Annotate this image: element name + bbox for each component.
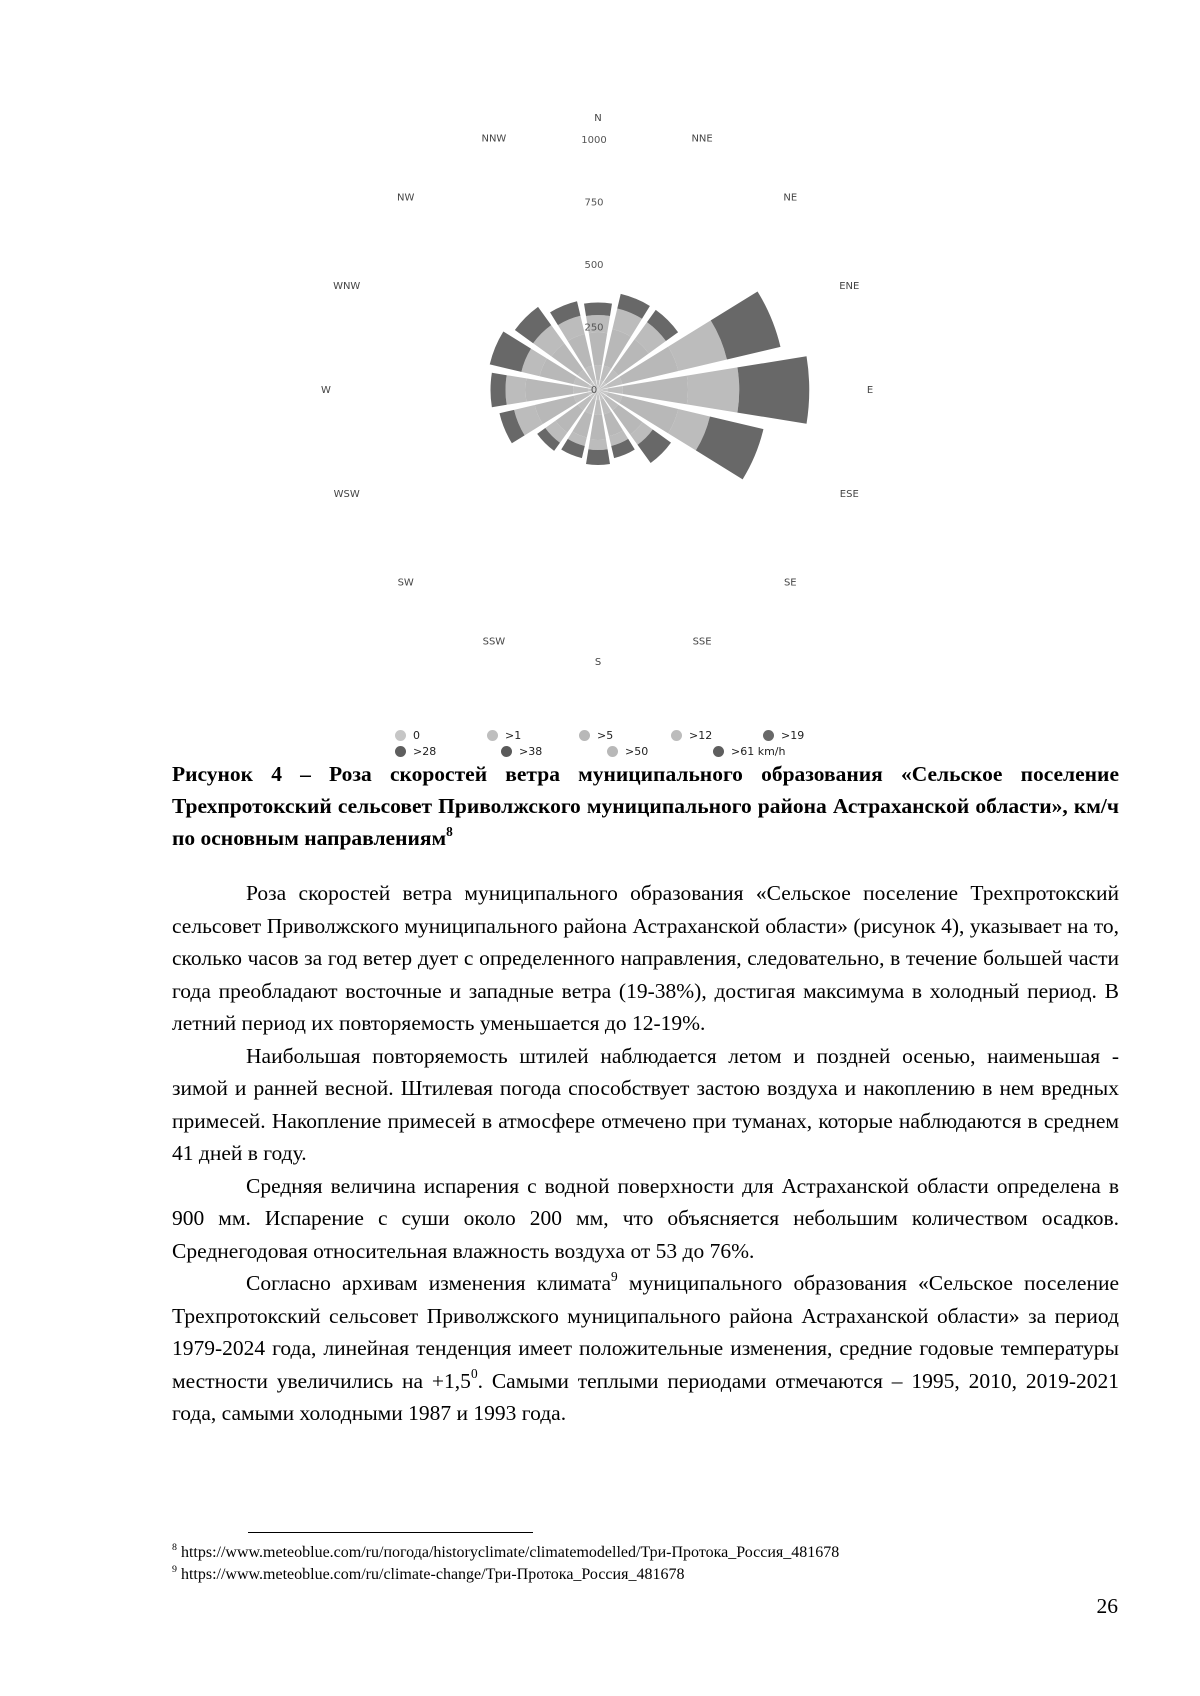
rose-segment: [588, 439, 607, 450]
legend-swatch: [487, 730, 498, 741]
direction-label: NNW: [481, 133, 507, 145]
rose-segment: [505, 375, 526, 405]
rose-segment: [590, 415, 606, 440]
rose-segment: [594, 400, 602, 415]
rose-segment: [586, 449, 610, 465]
radial-tick-label: 250: [584, 322, 604, 334]
radial-tick-label: 750: [584, 197, 604, 209]
paragraph: [172, 1267, 1119, 1430]
direction-label: ENE: [839, 280, 860, 292]
legend-swatch: [607, 746, 618, 757]
body-text: [172, 877, 1119, 1430]
legend-item: [579, 729, 671, 742]
direction-label: SSE: [692, 636, 712, 648]
chart-legend: [395, 727, 855, 759]
direction-label: SW: [397, 577, 414, 589]
footnote-text: https://www.meteoblue.com/ru/climate-change/Три-Протока_Россия_481678: [176, 1566, 685, 1583]
legend-label: >38: [519, 744, 543, 758]
rose-segment: [737, 356, 809, 424]
radial-tick-label: 1000: [581, 135, 607, 146]
direction-label: SE: [783, 577, 797, 589]
legend-label: >19: [781, 728, 805, 742]
direction-label: ESE: [839, 489, 859, 501]
legend-label: >61 km/h: [731, 744, 786, 758]
legend-item: [607, 745, 713, 758]
footnote-ref: 8: [446, 823, 453, 839]
direction-label: SSW: [482, 636, 506, 648]
legend-swatch: [395, 746, 406, 757]
rose-segment: [589, 333, 607, 366]
legend-item: [395, 745, 501, 758]
radial-tick-label: 500: [584, 260, 604, 271]
rose-segment: [608, 386, 623, 394]
radial-tick-label: 0: [590, 385, 598, 396]
legend-swatch: [395, 730, 406, 741]
direction-label: E: [866, 385, 874, 396]
legend-swatch: [763, 730, 774, 741]
footnote-separator: [248, 1532, 533, 1533]
legend-label: >28: [413, 744, 437, 758]
legend-swatch: [501, 746, 512, 757]
direction-label: NE: [783, 192, 798, 204]
direction-label: WNW: [333, 280, 361, 292]
rose-segment: [584, 303, 612, 316]
paragraph-text: муниципального образования «Сельское поселение Трехпротокский сельсовет Приволжского муниципального района Астраханской области» за период 1979-2024 года, линейная тенденция имеет положительные изменения, средние годовые температуры местности увеличились на +1,5: [172, 1271, 1119, 1393]
rose-segment: [490, 373, 506, 407]
footnote: [172, 1542, 839, 1564]
legend-label: >12: [689, 728, 713, 742]
legend-swatch: [713, 746, 724, 757]
footnote-mark: 8: [172, 1541, 177, 1553]
paragraph: Наибольшая повторяемость штилей наблюдается летом и поздней осенью, наименьшая - зимой и ранней весной. Штилевая погода способствует застою воздуха и накоплению в нем вредных примесей. Накопление примесей в атмосфере отмечено при туманах, которые наблюдаются в среднем 41 дней в году.: [172, 1043, 1119, 1165]
legend-label: >50: [625, 744, 649, 758]
footnote-mark: 9: [172, 1563, 177, 1575]
direction-label: WSW: [333, 489, 360, 501]
caption-text: Рисунок 4 – Роза скоростей ветра муниципального образования «Сельское поселение Трехпротокский сельсовет Приволжского муниципального района Астраханской области», км/ч по основным направлениям: [172, 762, 1119, 850]
degree-superscript: 0: [470, 1366, 478, 1382]
rose-segment: [573, 386, 588, 394]
paragraph: Средняя величина испарения с водной поверхности для Астраханской области определена в 900 мм. Испарение с суши около 200 мм, что объясняется небольшим количеством осадков. Среднегодовая относительная влажность воздуха от 53 до 76%.: [172, 1173, 1119, 1263]
paragraph-text: Согласно архивам изменения климата: [246, 1271, 612, 1295]
legend-item: [487, 729, 579, 742]
direction-label: NW: [397, 192, 415, 204]
direction-label: S: [594, 657, 602, 668]
legend-item: [713, 745, 819, 758]
wind-rose-chart: [320, 110, 880, 690]
legend-item: [671, 729, 763, 742]
legend-swatch: [579, 730, 590, 741]
direction-label: W: [321, 385, 331, 396]
direction-label: NNE: [691, 133, 713, 145]
footnote-ref: 9: [611, 1268, 618, 1284]
paragraph-text: . Самыми теплыми периодами отмечаются – 1995, 2010, 2019-2021 года, самыми холодными 1987 и 1993 года.: [172, 1368, 1119, 1425]
rose-segment: [687, 367, 739, 412]
legend-item: [763, 729, 855, 742]
paragraph: Роза скоростей ветра муниципального образования «Сельское поселение Трехпротокский сельсовет Приволжского муниципального района Астраханской области» (рисунок 4), указывает на то, сколько часов за год ветер дует с определенного направления, следовательно, в течение большей части года преобладают восточные и западные ветра (19-38%), достигая максимума в холодный период. В летний период их повторяемость уменьшается до 12-19%.: [172, 881, 1119, 1035]
footnote: [172, 1564, 684, 1586]
direction-label: N: [594, 113, 602, 124]
page-number: 26: [1096, 1594, 1118, 1618]
footnote-text: https://www.meteoblue.com/ru/погода/historyclimate/climatemodelled/Три-Протока_Россия_481678: [176, 1544, 840, 1561]
legend-item: [395, 729, 487, 742]
legend-swatch: [671, 730, 682, 741]
rose-segment: [594, 365, 602, 380]
legend-item: [501, 745, 607, 758]
legend-label: >5: [597, 728, 614, 742]
legend-label: >1: [505, 728, 522, 742]
figure-caption: [172, 758, 1119, 854]
legend-label: 0: [413, 728, 420, 742]
